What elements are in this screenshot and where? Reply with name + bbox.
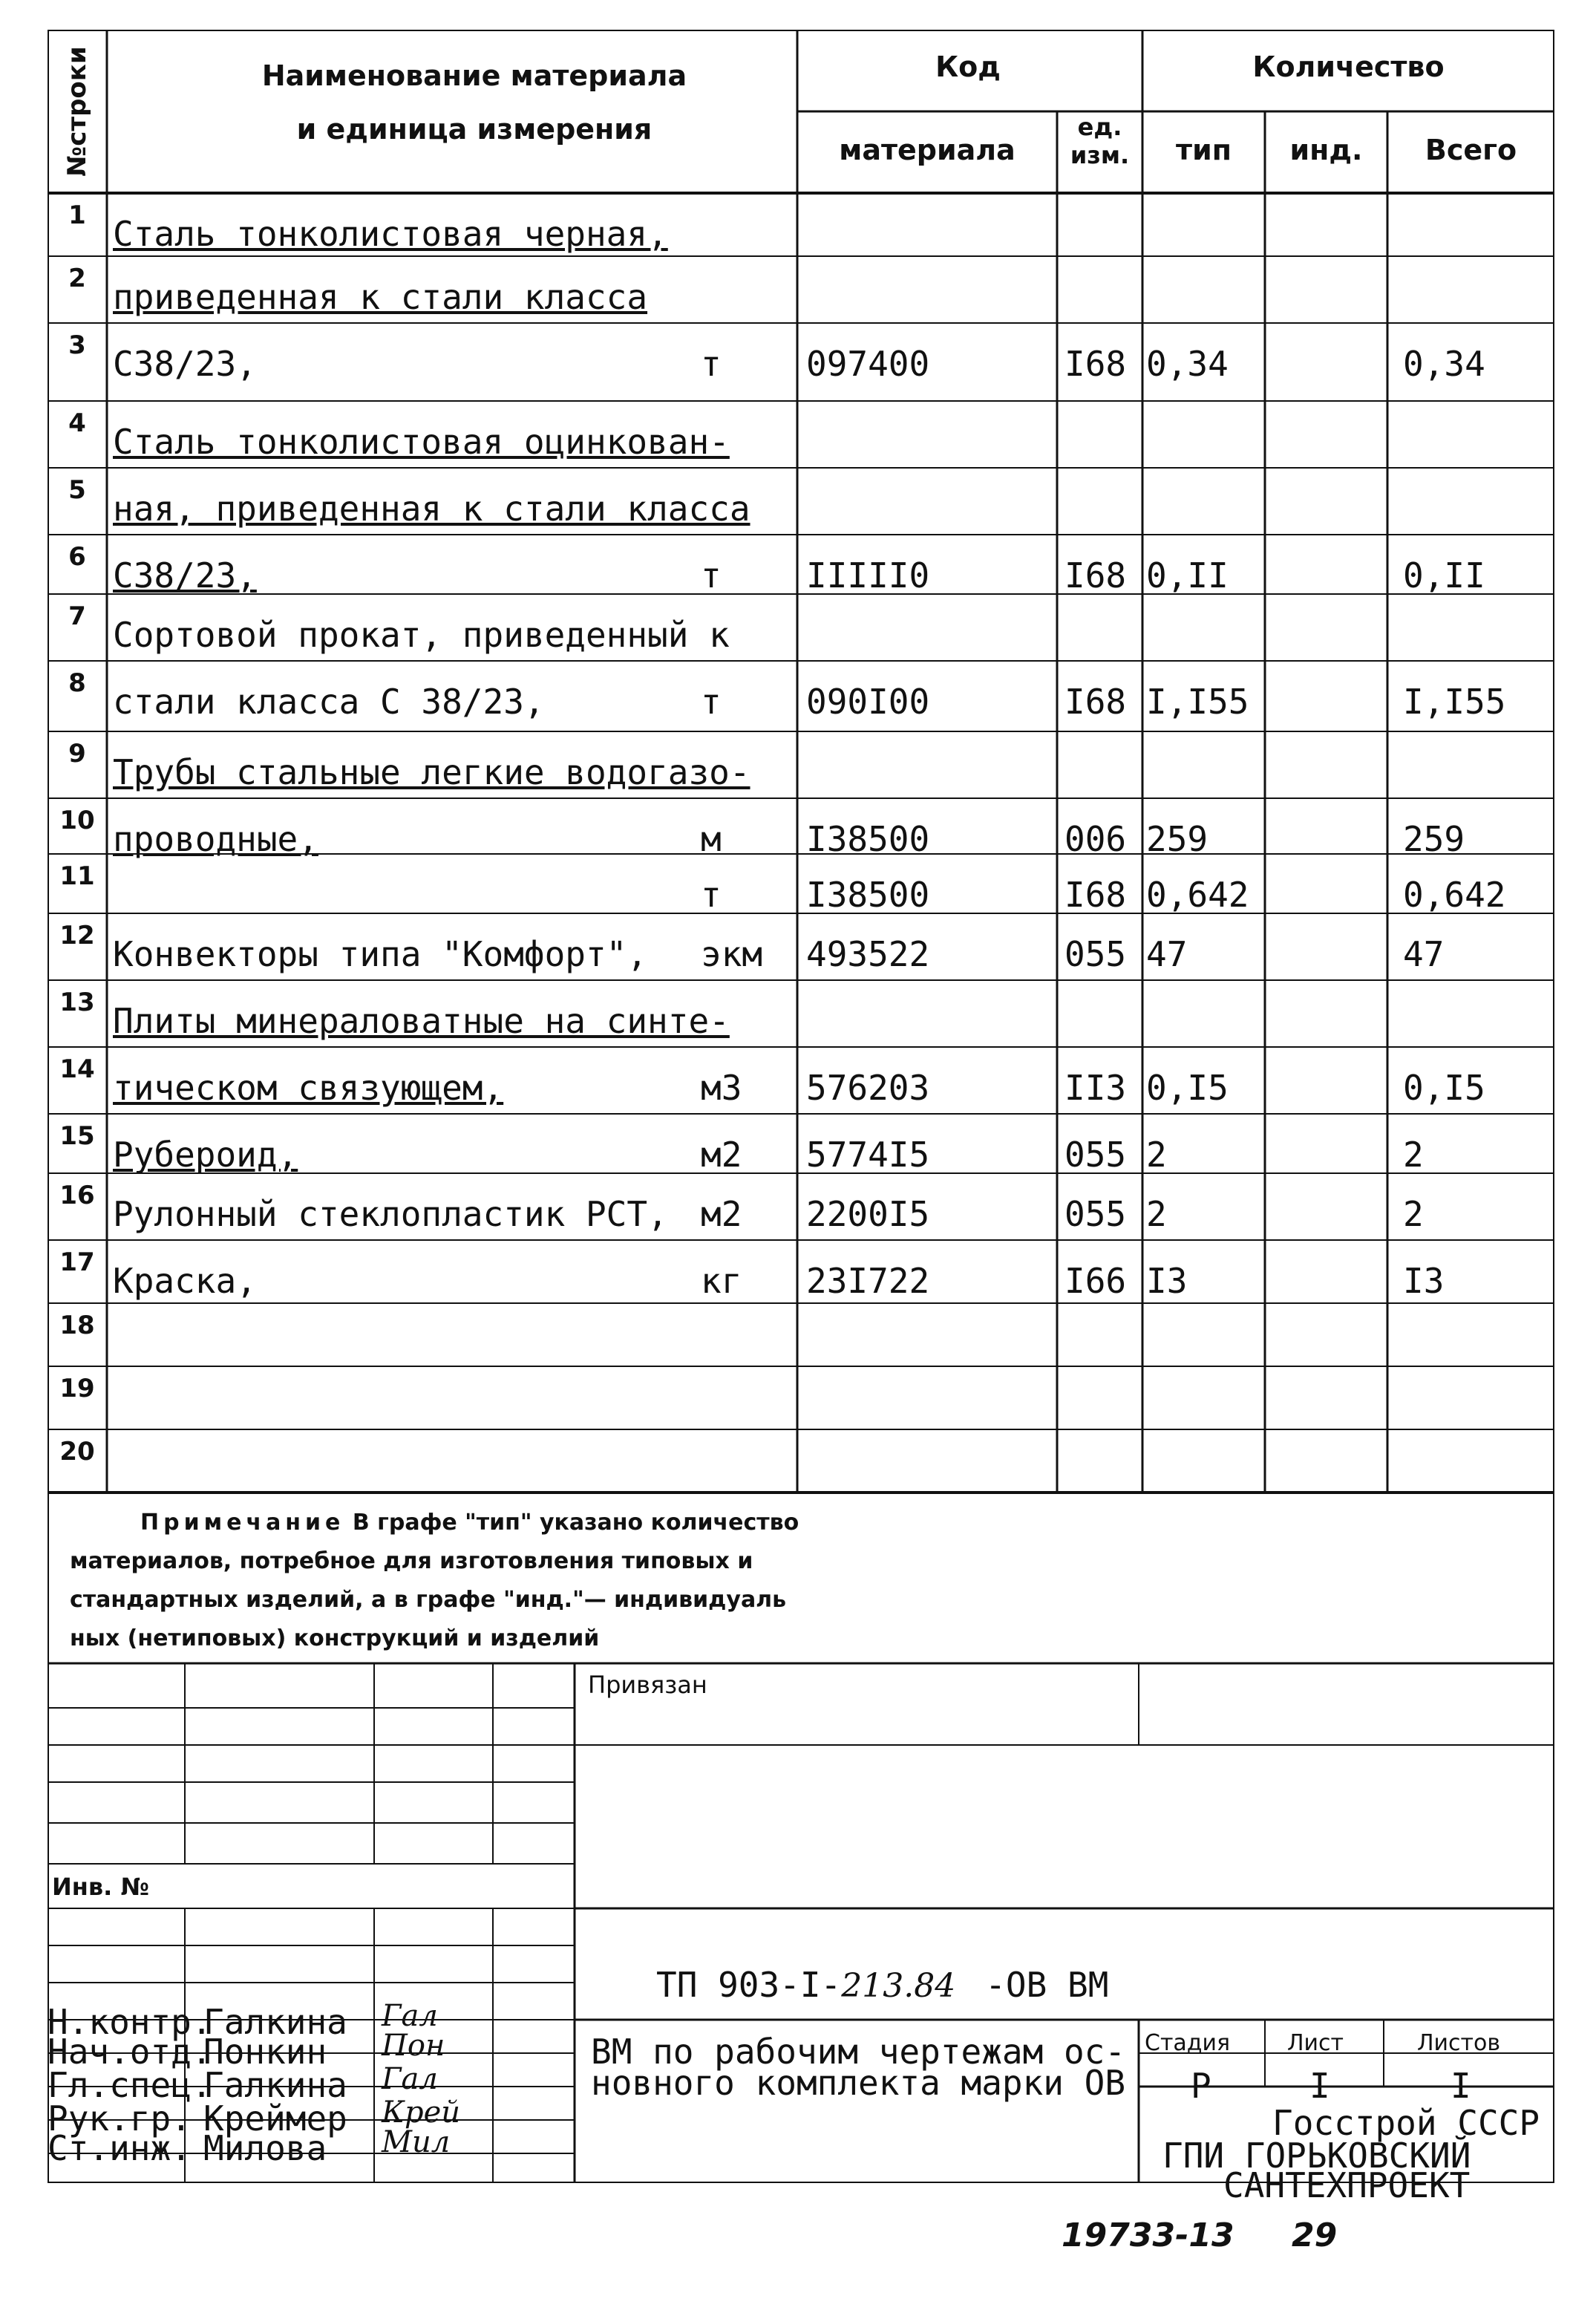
org-line1: Госстрой СССР: [1272, 2103, 1540, 2143]
row-number: 19: [59, 1374, 95, 1403]
row-number: 12: [59, 921, 95, 950]
org-line3: САНТЕХПРОЕКТ: [1223, 2165, 1471, 2205]
unit-label: т: [701, 344, 722, 384]
total-qty: I,I55: [1403, 682, 1506, 722]
staff-name: Креймер: [203, 2098, 347, 2139]
material-code: 090I00: [806, 682, 930, 722]
unit-code-header-line1: ед.: [1077, 113, 1122, 141]
type-qty: 0,642: [1146, 875, 1249, 915]
row-number: 5: [68, 475, 86, 505]
row-number: 4: [68, 408, 86, 438]
material-name: тическом связующем,: [113, 1068, 504, 1108]
staff-name: Галкина: [203, 2065, 347, 2105]
unit-label: кг: [701, 1261, 742, 1301]
unit-code: 055: [1064, 1135, 1127, 1175]
type-qty: I3: [1146, 1261, 1188, 1301]
document-sheet: [48, 30, 1554, 2205]
material-name: Сталь тонколистовая черная,: [113, 214, 668, 254]
row-number: 10: [59, 806, 95, 835]
total-qty: I3: [1403, 1261, 1445, 1301]
document-code: ТП 903-I-213.84 -ОВ ВМ: [656, 1965, 1109, 2005]
sheets-label: Листов: [1417, 2030, 1501, 2056]
staff-role: Гл.спец.: [48, 2065, 212, 2105]
note: Примечание В графе "тип" указано количество материалов, потребное для изготовления типовых и стандартных изделий, а в графе "инд."— индивидуаль ных (нетиповых) конструкций и изделий: [70, 1510, 799, 1651]
inventory-number-label: Инв. №: [52, 1873, 149, 1901]
doc-description-line2: новного комплекта марки ОВ: [591, 2063, 1126, 2103]
org-line2: ГПИ ГОРЬКОВСКИЙ: [1162, 2136, 1471, 2176]
row-number: 11: [59, 861, 95, 891]
material-name: Рулонный стеклопластик РСТ,: [113, 1194, 668, 1234]
code-header: Код: [935, 50, 1001, 83]
unit-label: т: [701, 555, 722, 596]
total-qty: 0,II: [1403, 555, 1485, 596]
type-header: тип: [1176, 134, 1232, 166]
row-number: 1: [68, 200, 86, 230]
row-number: 7: [68, 601, 86, 631]
material-name: Сортовой прокат, приведенный к: [113, 615, 730, 655]
material-code: 5774I5: [806, 1135, 930, 1175]
stage-label: Стадия: [1145, 2030, 1231, 2056]
material-name: Рубероид,: [113, 1135, 298, 1175]
material-code: 097400: [806, 344, 930, 384]
material-name: Плиты минераловатные на синте-: [113, 1001, 730, 1041]
material-name: стали класса С 38/23,: [113, 682, 545, 722]
material-name: Краска,: [113, 1261, 257, 1301]
total-qty: 259: [1403, 819, 1465, 859]
row-number: 18: [59, 1311, 95, 1340]
staff-name: Галкина: [203, 2002, 347, 2042]
row-number: 13: [59, 988, 95, 1017]
unit-code: 055: [1064, 1194, 1127, 1234]
type-qty: 2: [1146, 1135, 1167, 1175]
unit-label: т: [701, 875, 722, 915]
unit-code: I68: [1064, 682, 1127, 722]
quantity-header: Количество: [1252, 50, 1445, 83]
staff-signature: Гал: [382, 1999, 438, 2033]
total-header: Всего: [1425, 134, 1517, 166]
material-name: Трубы стальные легкие водогазо-: [113, 752, 750, 792]
privyazan-label: Привязан: [588, 1671, 707, 1699]
staff-role: Нач.отд.: [48, 2032, 212, 2072]
type-qty: 0,II: [1146, 555, 1229, 596]
unit-code: I68: [1064, 555, 1127, 596]
unit-code: II3: [1064, 1068, 1127, 1108]
ind-header: инд.: [1289, 134, 1363, 166]
type-qty: I,I55: [1146, 682, 1249, 722]
total-qty: 0,34: [1403, 344, 1485, 384]
total-qty: 0,I5: [1403, 1068, 1485, 1108]
staff-name: Понкин: [203, 2032, 327, 2072]
type-qty: 47: [1146, 934, 1188, 974]
material-code: I38500: [806, 819, 930, 859]
material-code: 576203: [806, 1068, 930, 1108]
material-name: С38/23,: [113, 344, 257, 384]
type-qty: 2: [1146, 1194, 1167, 1234]
total-qty: 0,642: [1403, 875, 1506, 915]
staff-name: Милова: [203, 2128, 327, 2168]
material-name: Конвекторы типа "Комфорт",: [113, 934, 648, 974]
doc-description-line1: ВМ по рабочим чертежам ос-: [591, 2032, 1126, 2072]
material-name: Сталь тонколистовая оцинкован-: [113, 422, 730, 462]
unit-label: м2: [701, 1135, 742, 1175]
row-number-header: №строки: [62, 46, 92, 177]
type-qty: 0,34: [1146, 344, 1229, 384]
note-label: Примечание: [140, 1510, 345, 1536]
row-number: 2: [68, 264, 86, 293]
stage-value: Р: [1191, 2066, 1211, 2106]
staff-role: Н.контр.: [48, 2002, 212, 2042]
unit-label: м: [701, 819, 722, 859]
unit-label: т: [701, 682, 722, 722]
staff-signature: Крей: [382, 2095, 460, 2130]
material-name: проводные,: [113, 819, 318, 859]
staff-role: Рук.гр.: [48, 2098, 192, 2139]
material-code: 493522: [806, 934, 930, 974]
staff-signature: Пон: [382, 2029, 445, 2063]
row-number: 16: [59, 1181, 95, 1210]
total-qty: 2: [1403, 1135, 1424, 1175]
page-number: 29: [1292, 2216, 1338, 2254]
type-qty: 0,I5: [1146, 1068, 1229, 1108]
unit-label: м3: [701, 1068, 742, 1108]
unit-code: I68: [1064, 875, 1127, 915]
row-number: 6: [68, 542, 86, 572]
sheet-value: I: [1309, 2066, 1330, 2106]
row-number: 20: [59, 1437, 95, 1467]
material-code: 23I722: [806, 1261, 930, 1301]
unit-code: 055: [1064, 934, 1127, 974]
total-qty: 47: [1403, 934, 1445, 974]
row-number: 14: [59, 1054, 95, 1084]
total-qty: 2: [1403, 1194, 1424, 1234]
material-name: С38/23,: [113, 555, 257, 596]
row-number: 17: [59, 1247, 95, 1277]
archive-stamp: 19733-13: [1062, 2216, 1234, 2254]
row-number: 9: [68, 739, 86, 769]
unit-label: экм: [701, 934, 763, 974]
staff-role: Ст.инж.: [48, 2128, 192, 2168]
staff-signature: Гал: [382, 2062, 438, 2096]
unit-code: I68: [1064, 344, 1127, 384]
unit-code: 006: [1064, 819, 1127, 859]
material-name: ная, приведенная к стали класса: [113, 489, 750, 529]
sheet-label: Лист: [1287, 2030, 1344, 2056]
material-code: IIIII0: [806, 555, 930, 596]
staff-signature: Мил: [382, 2125, 451, 2159]
unit-code-header-line2: изм.: [1070, 141, 1130, 169]
row-number: 15: [59, 1121, 95, 1151]
name-header-line1: Наименование материала: [261, 59, 687, 92]
material-code-header: материала: [839, 134, 1016, 166]
material-code: 2200I5: [806, 1194, 930, 1234]
row-number: 3: [68, 330, 86, 360]
unit-label: м2: [701, 1194, 742, 1234]
row-number: 8: [68, 668, 86, 698]
unit-code: I66: [1064, 1261, 1127, 1301]
sheets-value: I: [1451, 2066, 1471, 2106]
name-header-line2: и единица измерения: [296, 113, 653, 146]
type-qty: 259: [1146, 819, 1209, 859]
material-code: I38500: [806, 875, 930, 915]
material-name: приведенная к стали класса: [113, 277, 648, 317]
